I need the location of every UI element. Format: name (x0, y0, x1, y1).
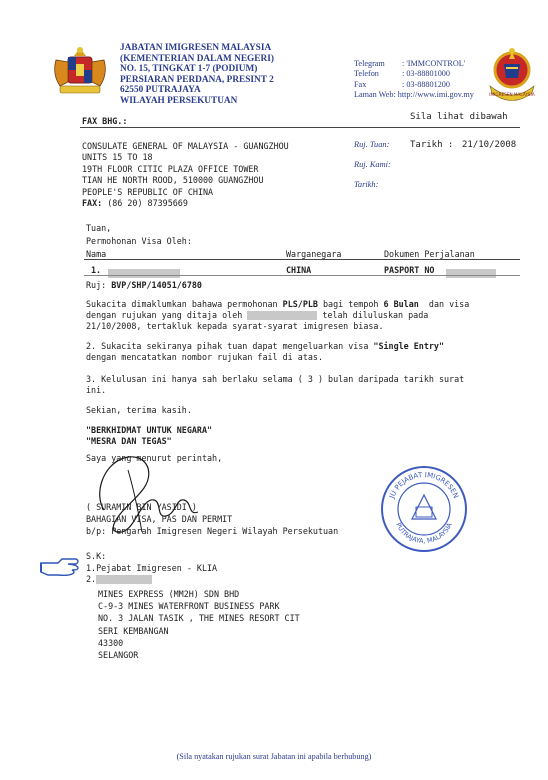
see-below-note: Sila lihat dibawah (410, 112, 508, 122)
coat-of-arms-icon (48, 44, 112, 96)
official-stamp-icon (378, 463, 470, 555)
address-line: UNITS 15 TO 18 (82, 152, 153, 163)
table-divider (84, 259, 520, 260)
table-bottom-divider (84, 275, 520, 276)
redacted-sponsor (247, 311, 317, 320)
sk-item-1: 1.Pejabat Imigresen - KLIA (86, 562, 218, 573)
file-reference: Ruj: BVP/SHP/14051/6780 (86, 280, 202, 290)
redacted-recipient (96, 575, 152, 584)
agency-line: WILAYAH PERSEKUTUAN (120, 95, 238, 106)
badge-banner-label: IMIGRESEN MALAYSIA (489, 92, 535, 97)
cc-address-line: 43300 (98, 637, 124, 648)
table-header-nationality: Warganegara (286, 249, 342, 259)
closing: Sekian, terima kasih. (86, 405, 192, 415)
contact-row: Laman Web: http://www.imi.gov.my (354, 90, 474, 100)
fax-label: FAX BHG.: (82, 116, 128, 126)
signatory-block (86, 501, 338, 537)
stamp-bottom-text: PUTRAJAYA, MALAYSIA (394, 521, 454, 546)
paragraph-approval: Sukacita dimaklumkan bahawa permohonan PLS/PLB bagi tempoh 6 Bulan dan visa dengan rujukan yang ditaja oleh telah diluluskan pada 21/10/2008, tertakluk kepada syarat-syarat imigresen biasa. (86, 299, 470, 332)
sk-label: S.K: (86, 551, 107, 561)
cc-address-line: NO. 3 JALAN TASIK , THE MINES RESORT CIT (98, 613, 300, 624)
address-line: 19TH FLOOR CITIC PLAZA OFFICE TOWER (82, 163, 259, 174)
sk-block (86, 551, 217, 586)
agency-line: 62550 PUTRAJAYA (120, 85, 201, 96)
paragraph-single-entry: 2. Sukacita sekiranya pihak tuan dapat mengeluarkan visa "Single Entry" dengan mencatatkan nombor rujukan fail di atas. (86, 341, 445, 363)
date-label: Tarikh : (410, 140, 454, 150)
stamp-top-text: JU PEJABAT IMIGRESEN (388, 470, 460, 500)
footer-note: (Sila nyatakan rujukan surat Jabatan ini apabila berhubung) (176, 752, 372, 761)
passport-label: PASPORT NO (384, 265, 435, 275)
signatory-title: BAHAGIAN VISA, PAS DAN PERMIT (86, 514, 233, 524)
fax-number-label: FAX: (82, 198, 103, 209)
recipient-address (82, 141, 289, 209)
agency-line: PERSIARAN PERDANA, PRESINT 2 (120, 74, 274, 85)
address-line: CONSULATE GENERAL OF MALAYSIA - GUANGZHOU (82, 141, 289, 151)
cc-address-line: SELANGOR (98, 650, 139, 661)
date-value: 21/10/2008 (462, 140, 517, 150)
contact-block (354, 59, 474, 101)
sign-intro: Saya yang menurut perintah, (86, 453, 223, 463)
contact-row: Telefon : 03-88801000 (354, 69, 450, 79)
agency-line: NO. 15, TINGKAT 1-7 (PODIUM) (120, 64, 258, 75)
agency-line: (KEMENTERIAN DALAM NEGERI) (120, 53, 274, 64)
signatory-name: ( SURAMIN BIN YASIDI ) (86, 502, 197, 512)
signatory-bp: b/p: Pengarah Imigresen Negeri Wilayah Persekutuan (86, 526, 339, 536)
address-line: TIAN HE NORTH ROOD, 510000 GUANGZHOU (82, 175, 264, 186)
salutation: Tuan, (86, 223, 112, 233)
cc-address-line: C-9-3 MINES WATERFRONT BUSINESS PARK (98, 601, 280, 612)
subject: Permohonan Visa Oleh: (86, 236, 192, 246)
hand-pointer-icon (38, 554, 82, 580)
tarikh-label: Tarikh: (354, 180, 379, 189)
address-line: PEOPLE'S REPUBLIC OF CHINA (82, 186, 214, 197)
immigration-badge-icon (484, 46, 540, 104)
ruj-tuan-label: Ruj. Tuan: (354, 140, 390, 149)
sk-item-2: 2. (86, 574, 97, 585)
table-header-name: Nama (86, 249, 107, 259)
cc-address-line: MINES EXPRESS (MM2H) SDN BHD (98, 589, 240, 599)
agency-header (120, 43, 274, 107)
fax-number: (86 20) 87395669 (107, 198, 188, 209)
slogans: "BERKHIDMAT UNTUK NEGARA" "MESRA DAN TEGAS" (86, 425, 213, 447)
table-row-number: 1. (91, 265, 102, 275)
redacted-passport (446, 264, 496, 282)
paragraph-validity: 3. Kelulusan ini hanya sah berlaku selama ( 3 ) bulan daripada tarikh surat ini. (86, 374, 465, 396)
contact-row: Fax : 03-88801200 (354, 79, 450, 89)
cc-address-line: SERI KEMBANGAN (98, 625, 169, 636)
ruj-kami-label: Ruj. Kami: (354, 160, 391, 169)
nationality-value: CHINA (286, 265, 312, 275)
agency-line: JABATAN IMIGRESEN MALAYSIA (120, 43, 272, 53)
table-header-document: Dokumen Perjalanan (384, 249, 475, 259)
contact-row: Telegram : 'IMMCONTROL' (354, 59, 466, 68)
cc-address (98, 588, 300, 661)
header-divider (80, 127, 520, 128)
